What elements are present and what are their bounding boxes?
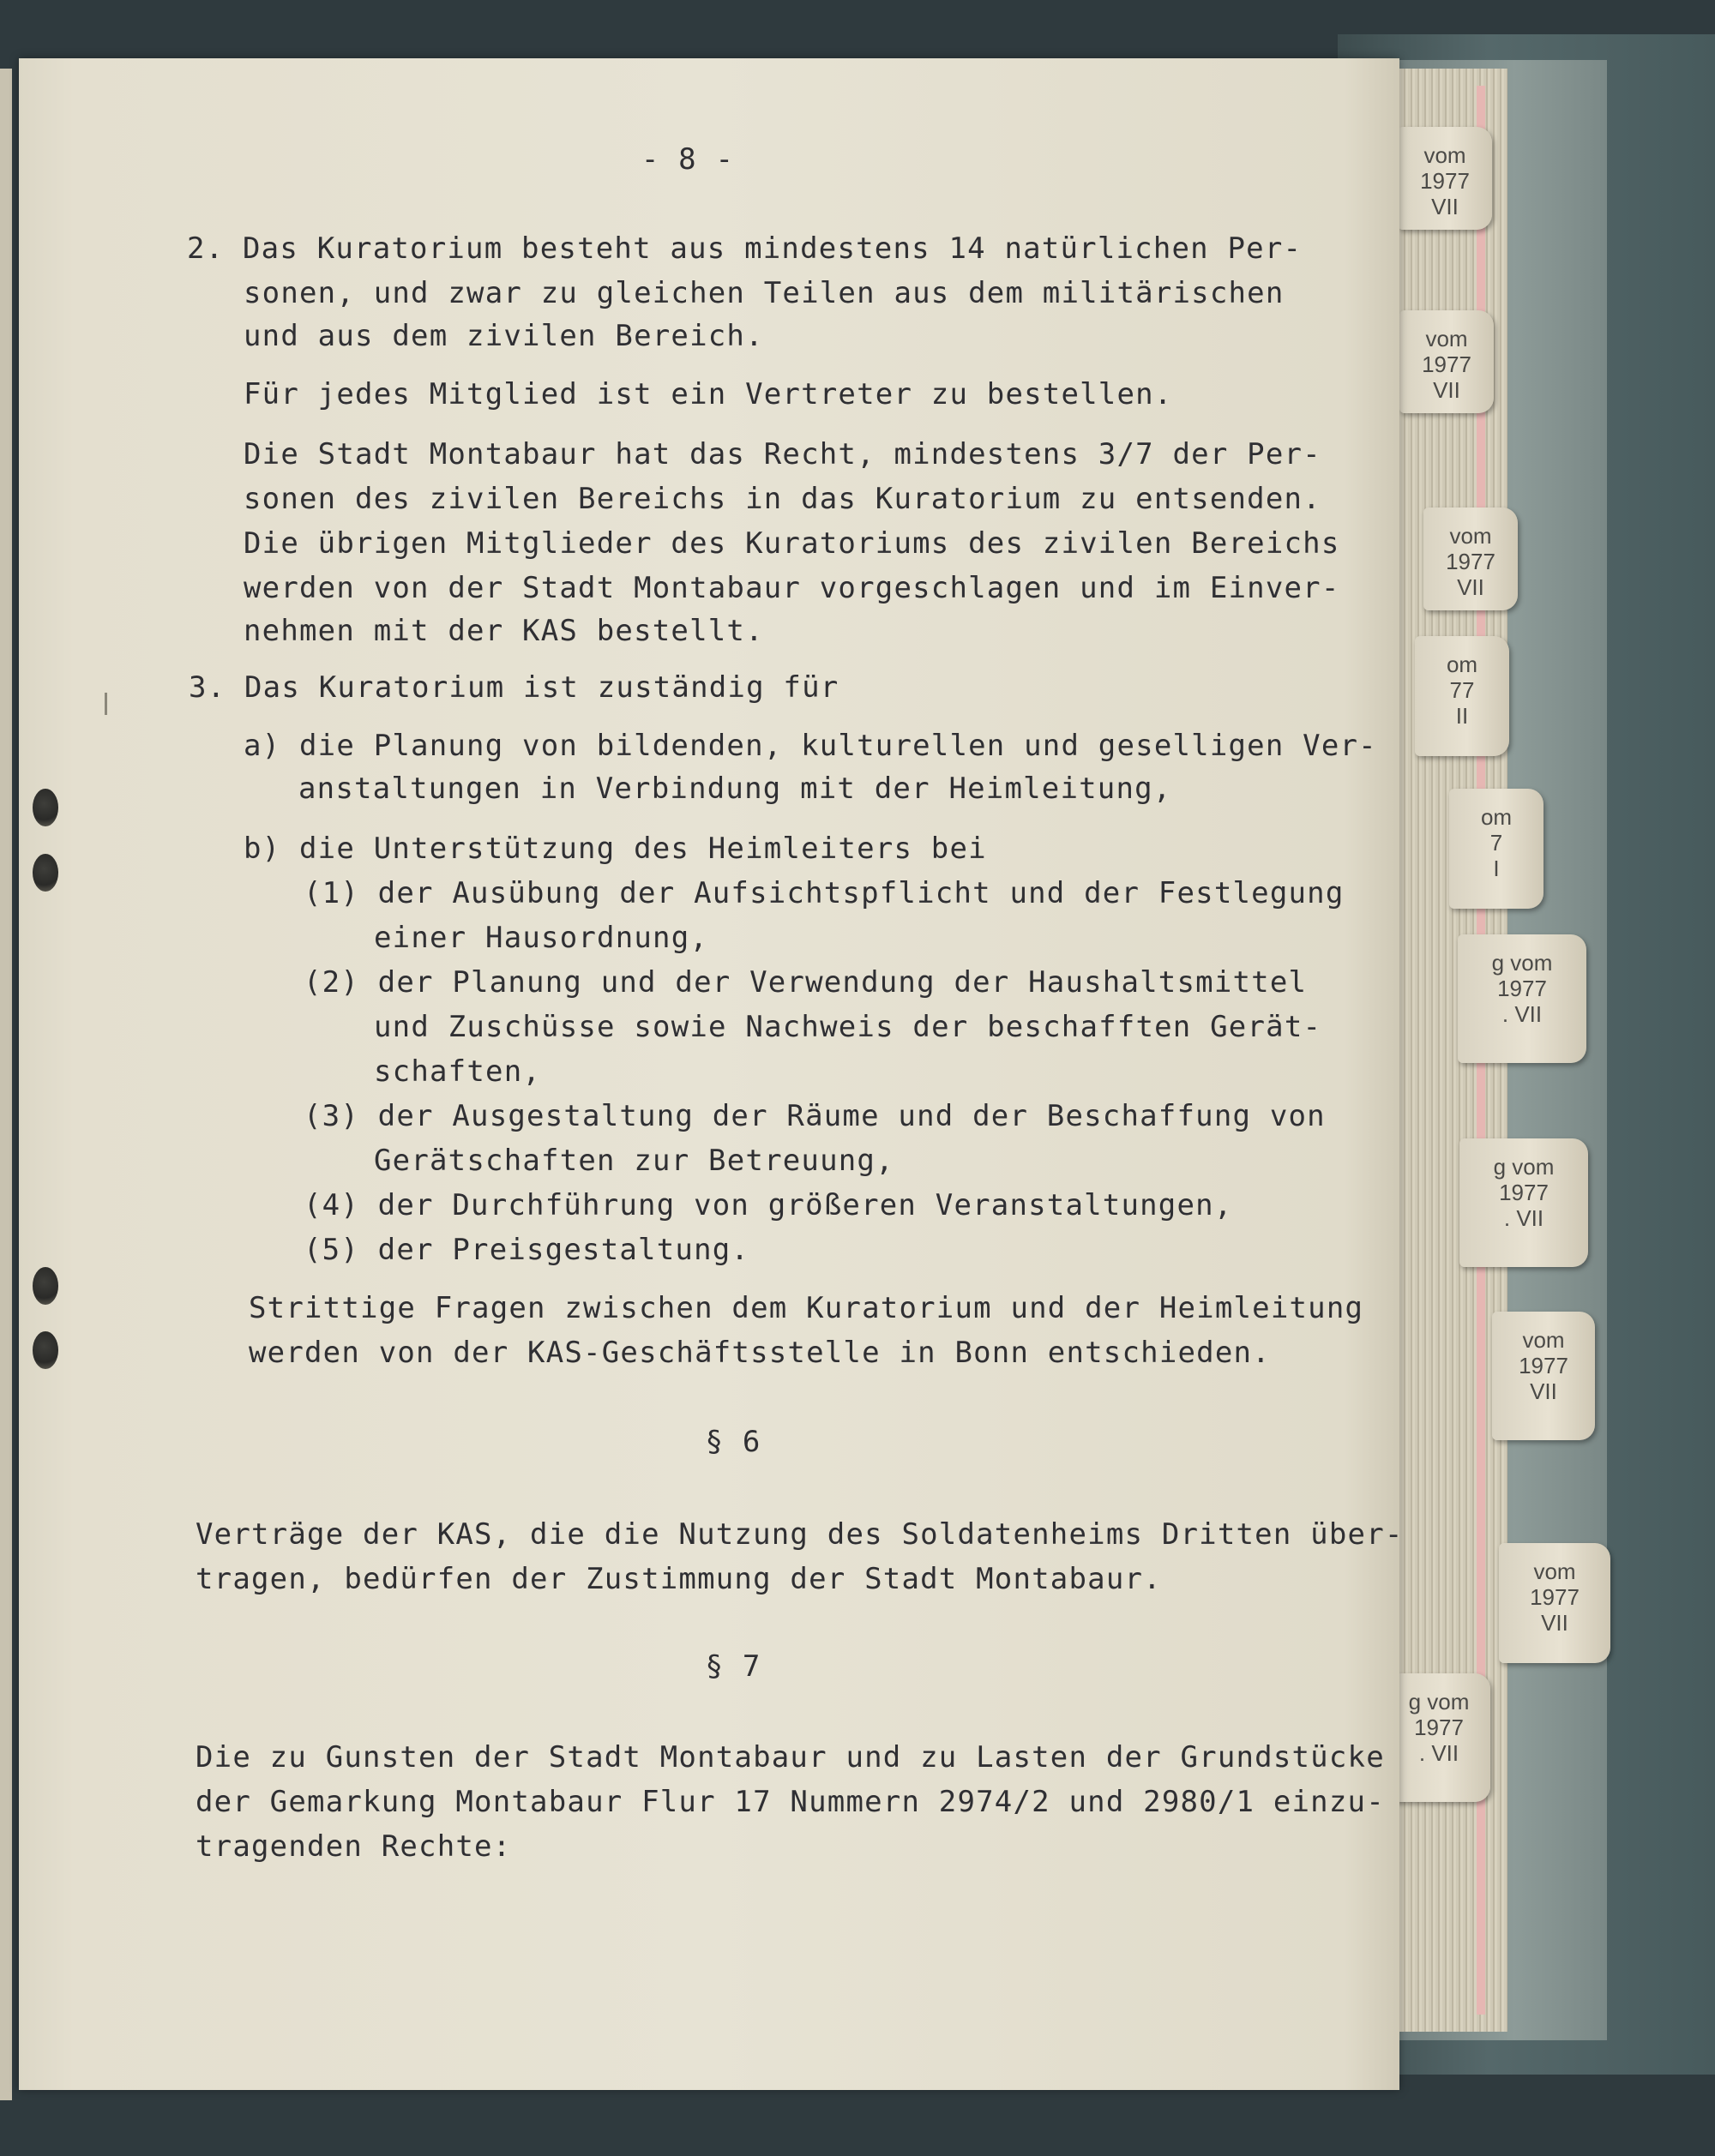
index-tab[interactable]: vom 1977 VII — [1492, 1312, 1595, 1440]
left-page-edge — [0, 69, 12, 2100]
text-line: sonen des zivilen Bereichs in das Kuratorium zu entsenden. — [244, 482, 1321, 516]
page-number: - 8 - — [641, 142, 735, 177]
text-line: (4) der Durchführung von größeren Veranstaltungen, — [304, 1188, 1233, 1222]
text-line: einer Hausordnung, — [374, 921, 709, 955]
index-tab[interactable]: vom 1977 VII — [1499, 1543, 1610, 1663]
index-tab[interactable]: g vom 1977 . VII — [1458, 934, 1586, 1063]
index-tab[interactable]: vom 1977 VII — [1423, 507, 1518, 610]
text-line: nehmen mit der KAS bestellt. — [244, 614, 764, 648]
text-line: (3) der Ausgestaltung der Räume und der Beschaffung von — [304, 1099, 1326, 1133]
index-tab[interactable]: g vom 1977 . VII — [1387, 1673, 1490, 1802]
document-page — [19, 58, 1404, 2090]
index-tab[interactable]: om 7 I — [1449, 789, 1544, 909]
text-line: b) die Unterstützung des Heimleiters bei — [244, 832, 987, 866]
text-line: werden von der KAS-Geschäftsstelle in Bonn entschieden. — [249, 1336, 1271, 1370]
text-line: Die Stadt Montabaur hat das Recht, mindestens 3/7 der Per- — [244, 437, 1321, 471]
text-line: Verträge der KAS, die die Nutzung des Soldatenheims Dritten über- — [196, 1517, 1404, 1552]
index-tab[interactable]: om 77 II — [1415, 636, 1509, 756]
text-line: der Gemarkung Montabaur Flur 17 Nummern 2974/2 und 2980/1 einzu- — [196, 1785, 1385, 1819]
section-heading: § 7 — [705, 1649, 761, 1684]
text-line: und Zuschüsse sowie Nachweis der beschafften Gerät- — [374, 1010, 1322, 1044]
index-tab[interactable]: vom 1977 VII — [1398, 127, 1492, 230]
text-line: tragenden Rechte: — [196, 1829, 512, 1864]
text-line: Die übrigen Mitglieder des Kuratoriums des zivilen Bereichs — [244, 526, 1340, 561]
document-text — [19, 58, 1404, 2090]
text-line: Gerätschaften zur Betreuung, — [374, 1144, 894, 1178]
text-line: sonen, und zwar zu gleichen Teilen aus dem militärischen — [244, 276, 1285, 310]
text-line: tragen, bedürfen der Zustimmung der Stadt Montabaur. — [196, 1562, 1162, 1596]
section-heading: § 6 — [705, 1425, 761, 1459]
text-line: werden von der Stadt Montabaur vorgeschlagen und im Einver- — [244, 571, 1340, 605]
text-line: schaften, — [374, 1054, 542, 1089]
text-line: 2. Das Kuratorium besteht aus mindestens 14 natürlichen Per- — [187, 231, 1303, 266]
text-line: Strittige Fragen zwischen dem Kuratorium und der Heimleitung — [249, 1291, 1364, 1325]
text-line: a) die Planung von bildenden, kulturellen und geselligen Ver- — [244, 729, 1377, 763]
text-line: Für jedes Mitglied ist ein Vertreter zu bestellen. — [244, 377, 1173, 411]
text-line: Die zu Gunsten der Stadt Montabaur und zu Lasten der Grundstücke — [196, 1740, 1385, 1775]
index-tab[interactable]: vom 1977 VII — [1399, 310, 1494, 413]
text-line: 3. Das Kuratorium ist zuständig für — [189, 670, 839, 705]
text-line: anstaltungen in Verbindung mit der Heimleitung, — [298, 772, 1172, 806]
text-line: (5) der Preisgestaltung. — [304, 1233, 750, 1267]
text-line: (2) der Planung und der Verwendung der Haushaltsmittel — [304, 965, 1308, 1000]
text-line: und aus dem zivilen Bereich. — [244, 319, 764, 353]
text-line: (1) der Ausübung der Aufsichtspflicht und der Festlegung — [304, 876, 1345, 910]
index-tab[interactable]: g vom 1977 . VII — [1459, 1138, 1588, 1267]
